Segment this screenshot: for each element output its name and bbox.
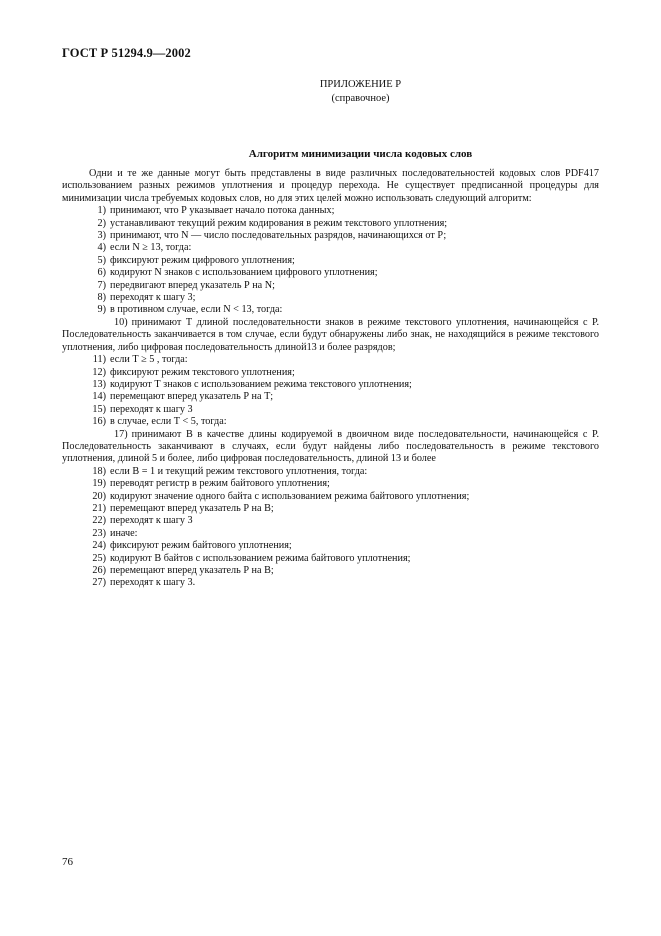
list-item — [62, 379, 599, 391]
step-text: перемещают вперед указатель Р на В; — [110, 502, 274, 514]
step-number: 24) — [92, 540, 106, 552]
step-number: 17) — [114, 428, 128, 440]
list-item — [62, 503, 599, 515]
list-item — [62, 354, 599, 366]
list-item — [62, 416, 599, 428]
step-number: 14) — [92, 391, 106, 403]
list-item — [62, 304, 599, 316]
step-text: если Т ≥ 5 , тогда: — [110, 354, 188, 366]
step-text: кодируют значение одного байта с использованием режима байтового уплотнения; — [110, 490, 470, 502]
step-number: 25) — [92, 552, 106, 564]
step-text: кодируют Т знаков с использованием режима текстового уплотнения; — [110, 378, 412, 390]
list-item — [62, 478, 599, 490]
appendix-title: ПРИЛОЖЕНИЕ Р — [319, 79, 402, 90]
step-text: переводят регистр в режим байтового уплотнения; — [110, 478, 330, 490]
list-item — [62, 205, 599, 217]
list-item — [62, 565, 599, 577]
step-number: 7) — [97, 279, 106, 291]
list-item — [62, 528, 599, 540]
algorithm-steps — [62, 205, 599, 590]
appendix-subtitle: (справочное) — [331, 93, 390, 104]
step-text: кодируют В байтов с использованием режима байтового уплотнения; — [110, 552, 411, 564]
step-text: устанавливают текущий режим кодирования в режим текстового уплотнения; — [110, 217, 448, 229]
list-item — [62, 218, 599, 230]
step-number: 20) — [92, 490, 106, 502]
list-item — [62, 367, 599, 379]
step-number: 26) — [92, 565, 106, 576]
step-text: переходят к шагу 3; — [110, 292, 196, 304]
step-number: 3) — [97, 230, 106, 242]
step-number: 10) — [114, 316, 128, 328]
step-text: фиксируют режим текстового уплотнения; — [110, 366, 295, 378]
step-number: 18) — [92, 465, 106, 477]
step-number: 8) — [97, 292, 106, 304]
step-number: 9) — [97, 304, 106, 316]
step-number: 16) — [92, 416, 106, 428]
section-title: Алгоритм минимизации числа кодовых слов — [248, 148, 473, 160]
step-number: 6) — [97, 267, 106, 279]
list-item — [62, 317, 599, 354]
step-number: 23) — [92, 527, 106, 539]
list-item — [62, 491, 599, 503]
list-item — [62, 540, 599, 552]
list-item — [62, 230, 599, 242]
step-text: если В = 1 и текущий режим текстового уплотнения, тогда: — [110, 465, 368, 477]
list-item — [62, 242, 599, 254]
list-item — [62, 429, 599, 466]
step-text: фиксируют режим байтового уплотнения; — [110, 540, 292, 552]
step-number: 27) — [92, 577, 106, 589]
step-number: 4) — [97, 242, 106, 254]
step-text: переходят к шагу 3 — [110, 403, 193, 415]
step-number: 19) — [92, 478, 106, 490]
step-text: принимают, что N — число последовательных разрядов, начинающихся от Р; — [110, 230, 447, 242]
step-text: принимают, что Р указывает начало потока данных; — [110, 205, 335, 217]
step-text: передвигают вперед указатель Р на N; — [110, 279, 275, 291]
step-text: переходят к шагу 3 — [110, 515, 193, 527]
step-text: кодируют N знаков с использованием цифрового уплотнения; — [110, 267, 378, 279]
intro-paragraph: Одни и те же данные могут быть представлены в виде различных последовательностей кодовых слов PDF417 использованием разных режимов уплотнения и процедур перехода. Не существует предписанной процедуры для минимизации числа требуемых кодовых слов, но для этих целей можно использовать следующий алгоритм: — [62, 168, 599, 204]
step-text: иначе: — [110, 527, 138, 539]
step-text: в случае, если Т < 5, тогда: — [110, 416, 227, 428]
list-item — [62, 255, 599, 267]
step-number: 1) — [97, 205, 106, 217]
step-number: 5) — [97, 254, 106, 266]
step-text: принимают Т длиной последовательности знаков в режиме текстового уплотнения, начинающейся с Р. Последовательность заканчивается в том случае, если будут обнаружены либо знак, не находящийся в режиме текстового уплотнения, либо цифровая последовательность длиной13 и более разрядов; — [62, 316, 599, 353]
list-item — [62, 292, 599, 304]
step-number: 12) — [92, 366, 106, 378]
step-number: 21) — [92, 502, 106, 514]
step-number: 11) — [92, 354, 106, 366]
list-item — [62, 553, 599, 565]
step-number: 13) — [92, 378, 106, 390]
page-number: 76 — [62, 856, 73, 868]
step-text: фиксируют режим цифрового уплотнения; — [110, 254, 295, 266]
list-item — [62, 280, 599, 292]
step-text: если N ≥ 13, тогда: — [110, 242, 192, 254]
step-text: переходят к шагу 3. — [110, 577, 196, 589]
step-text: в противном случае, если N < 13, тогда: — [110, 304, 283, 316]
step-text: перемещают вперед указатель Р на Т; — [110, 391, 274, 403]
document-header: ГОСТ Р 51294.9—2002 — [62, 46, 191, 60]
list-item — [62, 577, 599, 589]
step-text: принимают В в качестве длины кодируемой в двоичном виде последовательности, начинающейся с Р. Последовательность заканчивают в случаях, если будут найдены либо последовательность в режиме текстового уплотнения, длиной 5 и более, либо цифровая последовательность, длиной 13 и более — [62, 428, 599, 465]
list-item — [62, 404, 599, 416]
step-text: перемещают вперед указатель Р на В; — [110, 565, 274, 576]
list-item — [62, 391, 599, 403]
list-item — [62, 267, 599, 279]
step-number: 22) — [92, 515, 106, 527]
section-body — [62, 168, 599, 590]
step-number: 2) — [97, 217, 106, 229]
list-item — [62, 515, 599, 527]
list-item — [62, 466, 599, 478]
step-number: 15) — [92, 403, 106, 415]
